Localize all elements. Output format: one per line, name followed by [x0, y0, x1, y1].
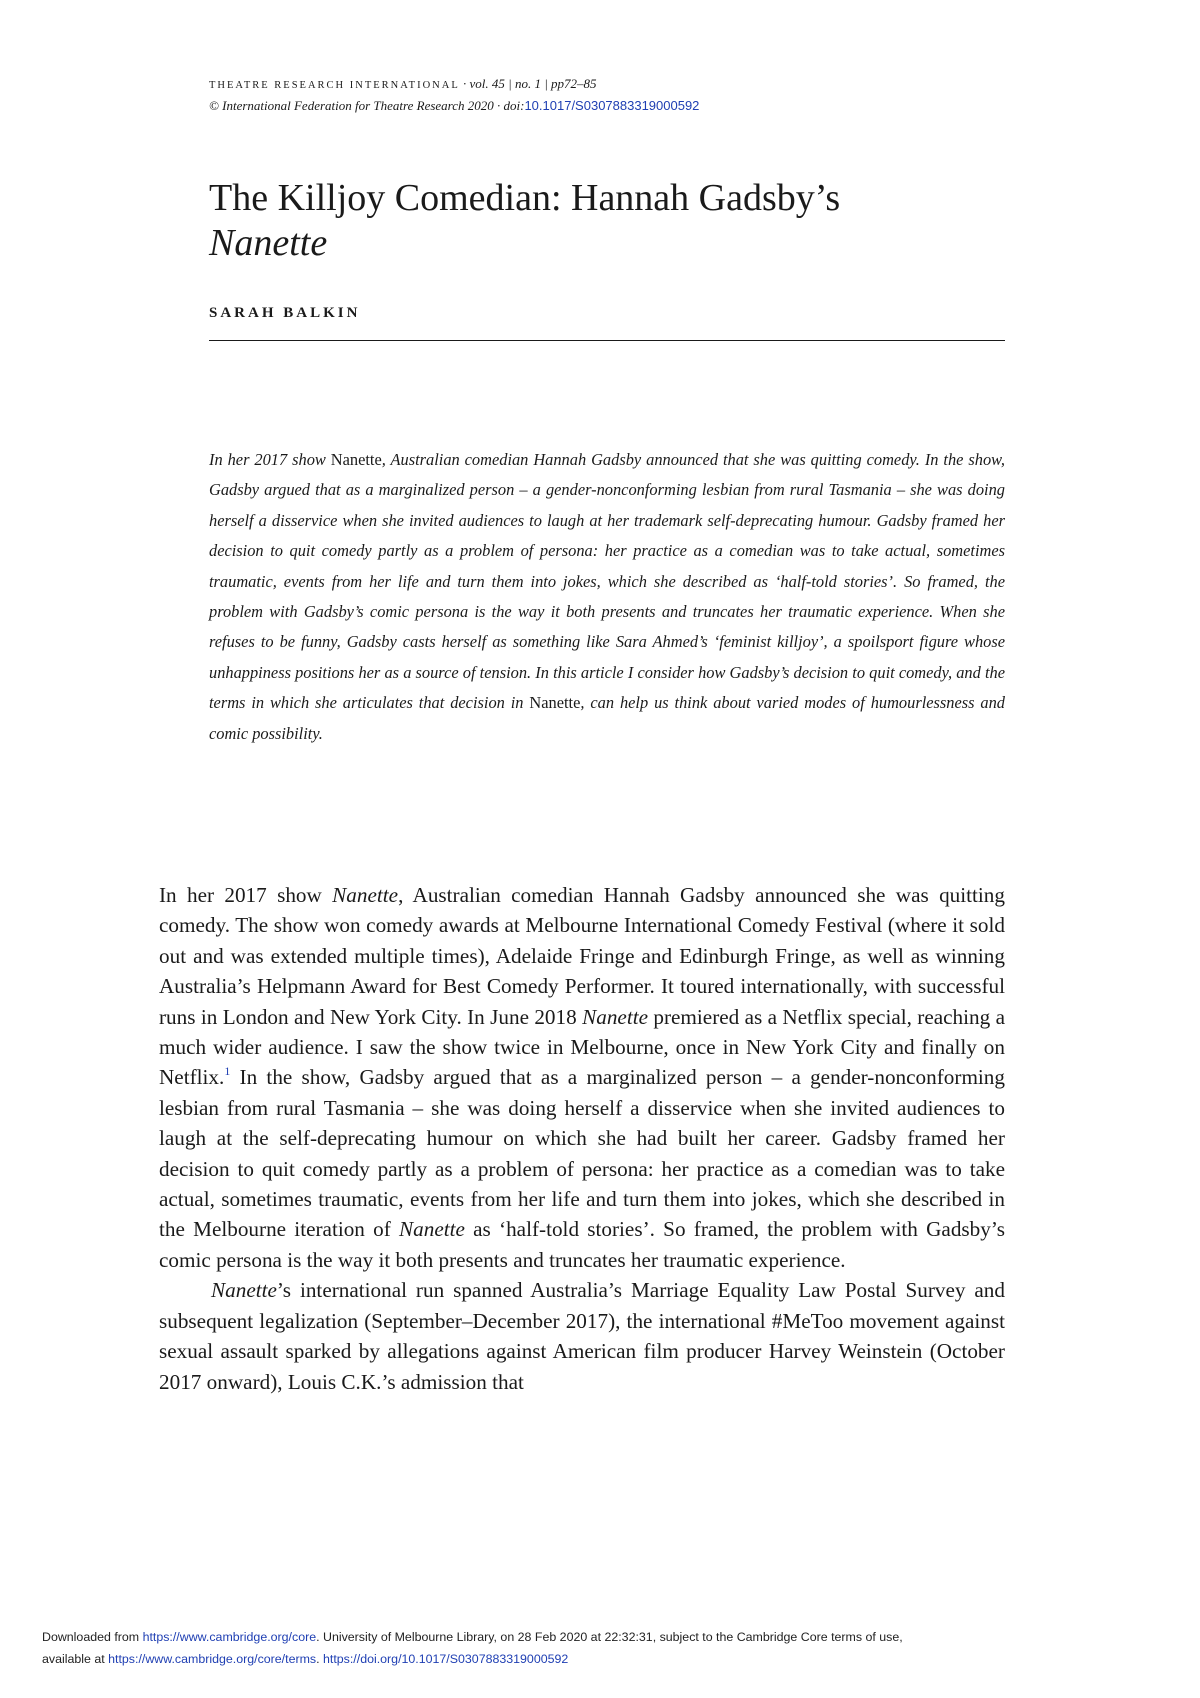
body-text: as ‘half-told stories’. So framed, the problem with Gadsby’s comic persona is the way it both presents and truncates her traumatic experience.	[159, 1217, 1005, 1272]
abstract-text-1: In her 2017 show	[209, 450, 331, 469]
abstract-text-3: , can help us think about varied modes of humourlessness and comic possibility.	[209, 693, 1005, 743]
body-text: premiered as a Netflix special, reaching a much wider audience. I saw the show twice in Melbourne, once in New York City and finally on Netflix.	[159, 1004, 1005, 1090]
body-italic-nanette: Nanette	[399, 1217, 465, 1242]
footer-line-1	[42, 1626, 1172, 1648]
footer-text: . University of Melbourne Library, on 28 Feb 2020 at 22:32:31, subject to the Cambridge Core terms of use,	[316, 1630, 903, 1644]
terms-link[interactable]: https://www.cambridge.org/core/terms	[108, 1652, 317, 1666]
footer-line-2	[42, 1648, 1172, 1670]
abstract-text-2: , Australian comedian Hannah Gadsby announced that she was quitting comedy. In the show, Gadsby argued that as a marginalized person – a gender-nonconforming lesbian from rural Tasmania – she was doing herself a disservice when she invited audiences to laugh at her trademark self-deprecating humour. Gadsby framed her decision to quit comedy partly as a problem of persona: her practice as a comedian was to take actual, sometimes traumatic, events from her life and turn them into jokes, which she described as ‘half-told stories’. So framed, the problem with Gadsby’s comic persona is the way it both presents and truncates her traumatic experience. When she refuses to be funny, Gadsby casts herself as something like Sara Ahmed’s ‘feminist killjoy’, a spoilsport figure whose unhappiness positions her as a source of tension. In this article I consider how Gadsby’s decision to quit comedy, and the terms in which she articulates that decision in	[209, 450, 1005, 713]
journal-citation-line	[209, 74, 699, 96]
body-text: , Australian comedian Hannah Gadsby announced she was quitting comedy. The show won comedy awards at Melbourne International Comedy Festival (where it sold out and was extended multiple times), Adelaide Fringe and Edinburgh Fringe, as well as winning Australia’s Helpmann Award for Best Comedy Performer. It toured internationally, with successful runs in London and New York City. In June 2018	[159, 883, 1005, 1029]
journal-header	[209, 74, 699, 116]
doi-footer-link[interactable]: https://doi.org/10.1017/S0307883319000592	[323, 1652, 569, 1666]
title-nanette: Nanette	[209, 222, 328, 264]
abstract	[209, 445, 1005, 749]
abstract-nanette-1: Nanette	[330, 450, 382, 469]
journal-name: THEATRE RESEARCH INTERNATIONAL	[209, 80, 460, 91]
footer-text: Downloaded from	[42, 1630, 143, 1644]
body-italic-nanette: Nanette	[332, 883, 399, 907]
article-title	[209, 176, 1009, 266]
abstract-nanette-2: Nanette	[529, 693, 581, 713]
body-text: In her 2017 show	[159, 883, 333, 907]
download-footer	[42, 1626, 1172, 1670]
title-main: The Killjoy Comedian: Hannah Gadsby’s	[209, 177, 841, 219]
core-link[interactable]: https://www.cambridge.org/core	[142, 1630, 317, 1644]
body-paragraph-2	[159, 1275, 1005, 1397]
volume-issue-pages: · vol. 45 | no. 1 | pp72–85	[463, 76, 597, 91]
body-italic-nanette: Nanette	[211, 1278, 277, 1303]
body-italic-nanette: Nanette	[582, 1004, 648, 1029]
footnote-link-1[interactable]: 1	[224, 1064, 231, 1079]
body-paragraph-1	[159, 880, 1005, 1275]
article-body	[159, 880, 1005, 1397]
author-name: SARAH BALKIN	[209, 305, 361, 321]
doi-link[interactable]: 10.1017/S0307883319000592	[524, 98, 700, 113]
body-text: ’s international run spanned Australia’s Marriage Equality Law Postal Survey and subsequent legalization (September–December 2017), the international #MeToo movement against sexual assault sparked by allegations against American film producer Harvey Weinstein (October 2017 onward), Louis C.K.’s admission that	[159, 1278, 1005, 1394]
copyright-text: © International Federation for Theatre Research 2020 · doi:	[209, 98, 525, 113]
copyright-line	[209, 96, 699, 116]
title-divider	[209, 340, 1005, 341]
footer-text: .	[316, 1652, 323, 1666]
footer-text: available at	[42, 1652, 109, 1666]
body-text: In the show, Gadsby argued that as a marginalized person – a gender-nonconforming lesbian from rural Tasmania – she was doing herself a disservice when she invited audiences to laugh at the self-deprecating humour on which she had built her career. Gadsby framed her decision to quit comedy partly as a problem of persona: her practice as a comedian was to take actual, sometimes traumatic, events from her life and turn them into jokes, which she described in the Melbourne iteration of	[159, 1065, 1005, 1242]
